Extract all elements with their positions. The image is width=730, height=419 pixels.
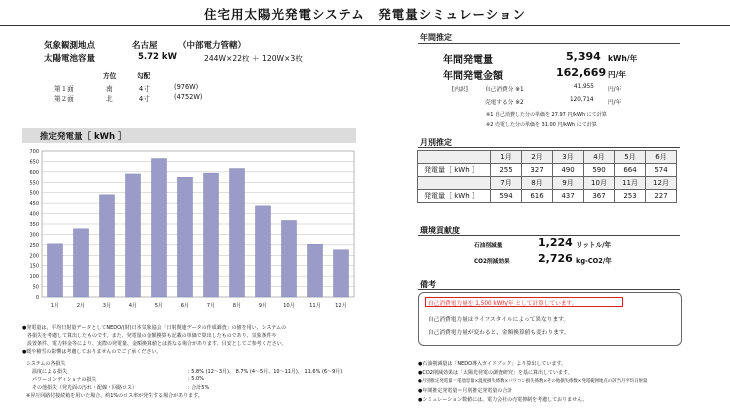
monthly-value-cell: 437 xyxy=(553,190,584,203)
x-tick-label: 3月 xyxy=(102,303,112,309)
surface-2-direction: 北 xyxy=(106,95,113,103)
remarks-box xyxy=(418,292,682,346)
x-tick-label: 12月 xyxy=(335,303,347,309)
x-tick-label: 11月 xyxy=(309,303,321,309)
monthly-row-label: 発電量［ kWh ］ xyxy=(418,164,491,177)
remark-line-1: 自己消費電力量を 1,500 kWh/年 として計算しています。 xyxy=(428,301,578,307)
footer-note-line: ●発電量は、平均日射量データとしてNEDO/(財)日本気象協会「日射関連データの作成調査」の値を用い、システムの xyxy=(22,325,287,331)
oil-unit: リットル/年 xyxy=(576,241,612,249)
footer-note-line: ●暖や積雪の影響は考慮しておりませんのでご了承ください。 xyxy=(22,349,162,355)
location-value: 名古屋 xyxy=(132,41,158,51)
bar xyxy=(255,206,270,297)
footer-note-line: 設置条件、電力料金等により、実際の発電量、金額換算値とは異なる場合があります。目安としてご参考ください。 xyxy=(22,341,287,347)
co2-label: CO2削減効果 xyxy=(474,259,510,265)
y-tick-label: 0 xyxy=(35,295,39,301)
footer-right-line: ●CO2削減効果は「太陽光発電の調査研究」を基に算出しています。 xyxy=(418,370,573,376)
y-tick-label: 350 xyxy=(29,222,39,228)
monthly-divider xyxy=(418,147,680,148)
generation-chart xyxy=(22,145,358,315)
bar xyxy=(307,244,322,297)
bar xyxy=(47,244,62,297)
x-tick-label: 2月 xyxy=(76,303,86,309)
loss-value: : 5.0% xyxy=(188,376,204,382)
env-header: 環境貢献度 xyxy=(420,226,460,235)
remark-line-3: 自己消費電力量が変わると、金額換算値も変わります。 xyxy=(428,330,570,336)
y-tick-label: 50 xyxy=(32,284,39,291)
page-title: 住宅用太陽光発電システム 発電量シミュレーション xyxy=(203,7,526,22)
footer-right-line: ●石油削減量は「NEDO導入ガイドブック」より算出しています。 xyxy=(418,361,567,367)
monthly-header-row-b xyxy=(418,177,677,190)
capacity-label: 太陽電池容量 xyxy=(44,54,96,64)
x-tick-label: 9月 xyxy=(258,303,268,309)
annual-gen-value: 5,394 xyxy=(566,50,601,63)
surface-1-direction: 南 xyxy=(106,85,113,93)
y-tick-label: 300 xyxy=(29,232,39,239)
bar xyxy=(333,250,348,297)
losses-title: システムの各損失 xyxy=(26,361,66,367)
month-cell: 10月 xyxy=(584,177,615,190)
annual-gen-label: 年間発電量 xyxy=(443,55,493,66)
title-divider xyxy=(0,25,730,26)
month-cell: 2月 xyxy=(522,151,553,164)
month-cell: 5月 xyxy=(615,151,646,164)
x-tick-label: 1月 xyxy=(50,303,60,309)
oil-value: 1,224 xyxy=(538,236,573,249)
loss-value: : 5.8% (12～3月)、 8.7% (4～5月、10～11月)、 11.6% (6～9月) xyxy=(188,369,343,375)
monthly-value-cell: 327 xyxy=(522,164,553,177)
monthly-row-label: 発電量［ kWh ］ xyxy=(418,190,491,203)
sell-value: 120,714 xyxy=(570,97,594,103)
y-tick-label: 400 xyxy=(29,211,39,218)
y-tick-label: 500 xyxy=(29,190,39,197)
monthly-header: 月別推定 xyxy=(420,138,452,147)
slope-header: 勾配 xyxy=(137,72,151,80)
footer-right-line: ●月別推定発電量＝電池容量×温度損失係数×パワコン損失係数×その他損失係数×発電範囲地点の該当月平均日射量 xyxy=(418,379,648,384)
footer-right-line: ●シミュレーション数値には、電力会社の売電抑制を考慮しておりません。 xyxy=(418,397,588,403)
monthly-value-cell: 664 xyxy=(615,164,646,177)
monthly-value-cell: 594 xyxy=(491,190,522,203)
y-tick-label: 450 xyxy=(29,201,39,208)
footer-note-line: 各損失を考慮して算出したものです。また、発電量の金額換算も記載の単価で算出したものであり、気象条件や xyxy=(22,333,277,339)
capacity-detail: 244W×22枚 ＋ 120W×3枚 xyxy=(204,54,303,63)
loss-label: パワーコンディショナの損失 xyxy=(32,377,97,383)
bar xyxy=(125,174,140,297)
monthly-value-cell: 590 xyxy=(584,164,615,177)
month-cell: 3月 xyxy=(553,151,584,164)
month-cell: 6月 xyxy=(646,151,677,164)
month-cell: 8月 xyxy=(522,177,553,190)
x-tick-label: 6月 xyxy=(180,303,190,309)
month-cell: 12月 xyxy=(646,177,677,190)
month-cell: 9月 xyxy=(553,177,584,190)
monthly-value-cell: 367 xyxy=(584,190,615,203)
co2-unit: kg-CO2/年 xyxy=(576,257,612,265)
x-tick-label: 10月 xyxy=(283,303,295,309)
monthly-corner-a xyxy=(418,151,491,164)
sell-label: 売電する分 ※2 xyxy=(485,100,524,106)
self-consumption-unit: 円/年 xyxy=(608,87,622,93)
monthly-value-cell: 253 xyxy=(615,190,646,203)
surface-1-name: 第１面 xyxy=(54,85,74,93)
loss-label: 温度による損失 xyxy=(32,369,68,375)
month-cell: 7月 xyxy=(491,177,522,190)
bar xyxy=(99,195,114,297)
annual-gen-unit: kWh/年 xyxy=(608,54,638,63)
loss-value: : 合計5% xyxy=(188,385,210,391)
losses-note: ※昇圧回路付接続箱を用いた場合、約1%のロス率が発生する場合があります。 xyxy=(26,393,203,399)
x-tick-label: 8月 xyxy=(232,303,242,309)
x-tick-label: 7月 xyxy=(206,303,216,309)
surface-1-slope: 4寸 xyxy=(139,85,150,93)
surface-1-watts: (976W) xyxy=(174,83,199,91)
monthly-value-cell: 227 xyxy=(646,190,677,203)
remark-line-2: 自己消費電力量はライフスタイルによって異なります。 xyxy=(428,317,570,323)
annual-divider xyxy=(418,43,680,44)
month-cell: 11月 xyxy=(615,177,646,190)
loss-label: その他損失（発光面の汚れ・配線・回路ロス） xyxy=(32,385,138,391)
co2-value: 2,726 xyxy=(538,252,573,265)
remarks-divider xyxy=(418,289,680,290)
direction-header: 方位 xyxy=(103,72,117,80)
x-tick-label: 5月 xyxy=(154,303,164,309)
y-tick-label: 700 xyxy=(29,149,39,155)
bar xyxy=(177,177,192,297)
monthly-value-row-b xyxy=(418,190,677,203)
remarks-header: 備考 xyxy=(420,280,436,289)
month-cell: 4月 xyxy=(584,151,615,164)
annual-note-1: ※1 自己消費した分の単価を 27.97 円/kWh にて計算 xyxy=(486,112,607,118)
monthly-header-row-a xyxy=(418,151,677,164)
bar xyxy=(73,229,88,297)
footer-right-line: ●年間推定発電量＝月別推定発電量の合計 xyxy=(418,388,513,394)
x-tick-label: 4月 xyxy=(128,303,138,309)
oil-label: 石油削減量 xyxy=(474,243,503,249)
annual-amount-label: 年間発電金額 xyxy=(443,71,503,82)
bar xyxy=(229,169,244,297)
y-tick-label: 200 xyxy=(29,253,39,260)
bar xyxy=(151,159,166,297)
y-tick-label: 550 xyxy=(29,180,39,187)
monthly-value-cell: 255 xyxy=(491,164,522,177)
self-consumption-value: 41,955 xyxy=(574,84,594,90)
self-consumption-label: 自己消費分 ※1 xyxy=(485,87,524,93)
monthly-value-cell: 616 xyxy=(522,190,553,203)
y-tick-label: 100 xyxy=(29,274,39,281)
monthly-value-cell: 490 xyxy=(553,164,584,177)
y-tick-label: 250 xyxy=(29,242,39,249)
location-label: 気象観測地点 xyxy=(44,41,96,51)
sell-unit: 円/年 xyxy=(608,100,622,106)
location-note: （中部電力管轄） xyxy=(178,41,247,51)
surface-2-watts: (4752W) xyxy=(174,93,203,101)
bar xyxy=(281,220,296,297)
surface-2-name: 第２面 xyxy=(54,95,74,103)
annual-note-2: ※2 売電した分の単価を 31.00 円/kWh にて計算 xyxy=(486,122,597,128)
y-tick-label: 600 xyxy=(29,169,39,176)
monthly-value-row-a xyxy=(418,164,677,177)
month-cell: 1月 xyxy=(491,151,522,164)
annual-amount-value: 162,669 xyxy=(556,66,607,79)
capacity-value: 5.72 kW xyxy=(138,52,177,62)
y-tick-label: 650 xyxy=(29,159,39,166)
monthly-table xyxy=(417,150,677,203)
surface-2-slope: 4寸 xyxy=(139,95,150,103)
annual-amount-unit: 円/年 xyxy=(608,70,626,79)
monthly-corner-b xyxy=(418,177,491,190)
y-tick-label: 150 xyxy=(29,263,39,270)
chart-svg xyxy=(22,145,358,315)
monthly-value-cell: 574 xyxy=(646,164,677,177)
chart-title: 推定発電量［ kWh ］ xyxy=(40,132,127,142)
breakdown-tag: [内訳] xyxy=(452,87,468,93)
bar xyxy=(203,173,218,297)
annual-header: 年間推定 xyxy=(420,33,452,42)
